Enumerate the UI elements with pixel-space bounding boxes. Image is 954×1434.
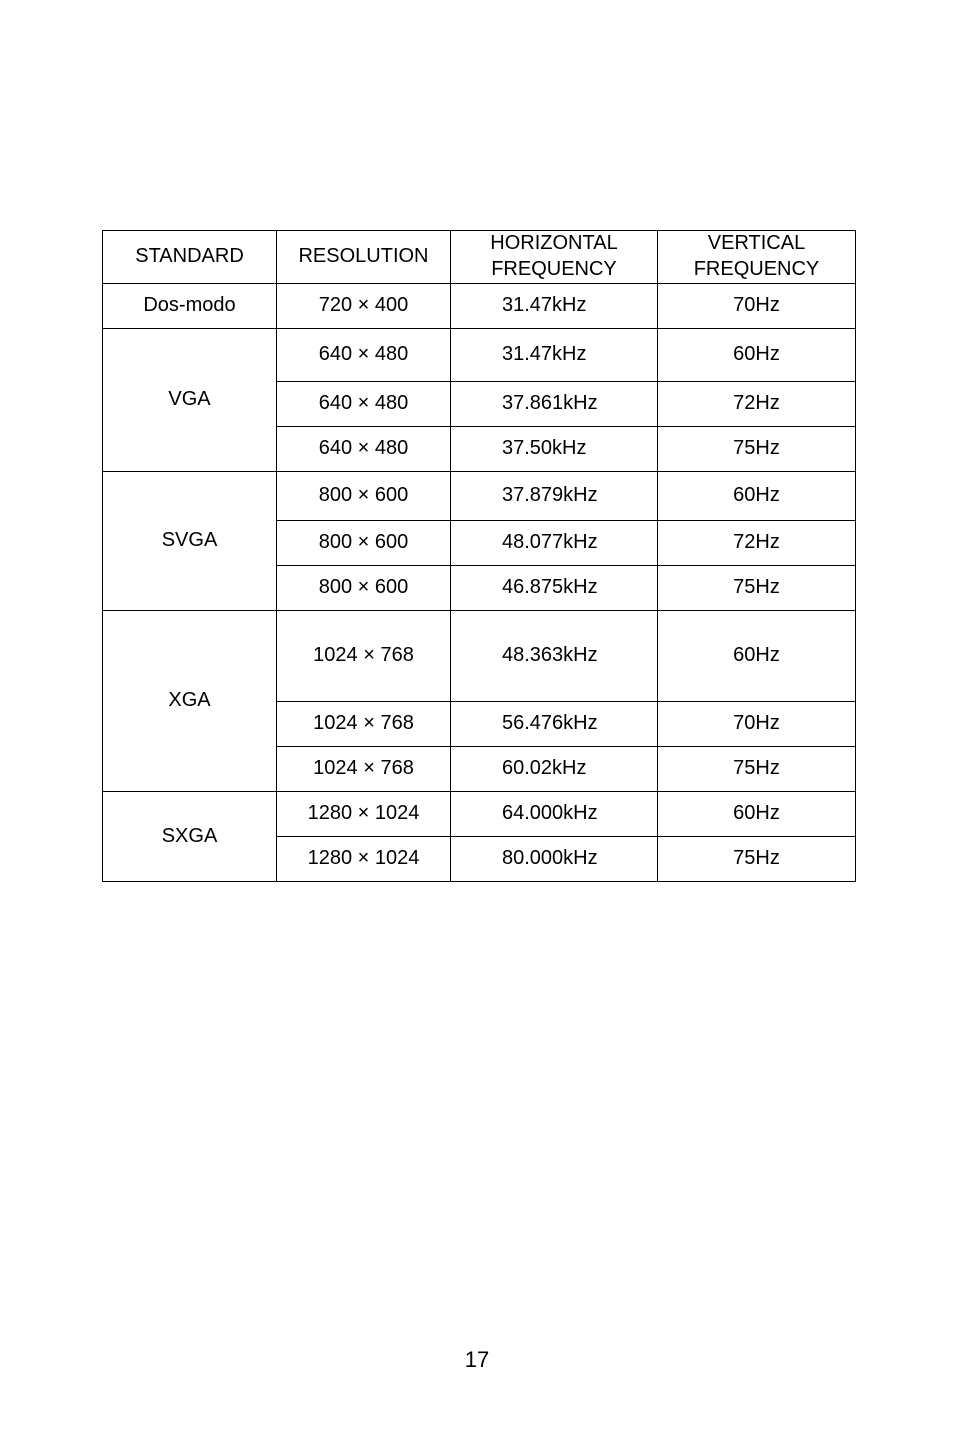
vertical-frequency-cell: 72Hz — [658, 382, 856, 427]
header-standard: STANDARD — [103, 231, 277, 284]
horizontal-frequency-cell: 60.02kHz — [451, 747, 658, 792]
resolution-cell: 720 × 400 — [277, 284, 451, 329]
vertical-frequency-cell: 75Hz — [658, 427, 856, 472]
horizontal-frequency-cell: 64.000kHz — [451, 792, 658, 837]
header-vertical-line2: FREQUENCY — [693, 258, 820, 280]
standard-cell: VGA — [103, 329, 277, 472]
vertical-frequency-cell: 72Hz — [658, 521, 856, 566]
resolution-cell: 640 × 480 — [277, 427, 451, 472]
page-number: 17 — [464, 1347, 490, 1372]
horizontal-frequency-cell: 37.50kHz — [451, 427, 658, 472]
vertical-frequency-cell: 75Hz — [658, 837, 856, 882]
vertical-frequency-cell: 60Hz — [658, 792, 856, 837]
resolution-cell: 1024 × 768 — [277, 747, 451, 792]
horizontal-frequency-cell: 48.077kHz — [451, 521, 658, 566]
standard-cell: SVGA — [103, 472, 277, 611]
horizontal-frequency-cell: 37.879kHz — [451, 472, 658, 521]
vertical-frequency-cell: 70Hz — [658, 702, 856, 747]
resolution-cell: 800 × 600 — [277, 521, 451, 566]
table-header-row — [103, 231, 856, 284]
table-row — [103, 329, 856, 382]
resolution-cell: 1024 × 768 — [277, 702, 451, 747]
horizontal-frequency-cell: 31.47kHz — [451, 329, 658, 382]
vertical-frequency-cell: 75Hz — [658, 566, 856, 611]
vertical-frequency-cell: 60Hz — [658, 611, 856, 702]
table-row — [103, 792, 856, 837]
horizontal-frequency-cell: 46.875kHz — [451, 566, 658, 611]
display-timing-table — [102, 230, 856, 882]
header-horizontal-line2: FREQUENCY — [491, 258, 617, 280]
vertical-frequency-cell: 75Hz — [658, 747, 856, 792]
resolution-cell: 640 × 480 — [277, 382, 451, 427]
header-vertical-frequency — [658, 231, 856, 284]
resolution-cell: 800 × 600 — [277, 472, 451, 521]
horizontal-frequency-cell: 31.47kHz — [451, 284, 658, 329]
vertical-frequency-cell: 60Hz — [658, 329, 856, 382]
header-vertical-line1: VERTICAL — [707, 232, 806, 255]
vertical-frequency-cell: 60Hz — [658, 472, 856, 521]
horizontal-frequency-cell: 48.363kHz — [451, 611, 658, 702]
standard-cell: XGA — [103, 611, 277, 792]
vertical-frequency-cell: 70Hz — [658, 284, 856, 329]
standard-cell: Dos-modo — [103, 284, 277, 329]
resolution-cell: 640 × 480 — [277, 329, 451, 382]
horizontal-frequency-cell: 37.861kHz — [451, 382, 658, 427]
header-horizontal-line1: HORIZONTAL — [490, 232, 618, 255]
standard-cell: SXGA — [103, 792, 277, 882]
table-row — [103, 472, 856, 521]
table-row — [103, 284, 856, 329]
horizontal-frequency-cell: 56.476kHz — [451, 702, 658, 747]
resolution-cell: 1280 × 1024 — [277, 837, 451, 882]
header-resolution: RESOLUTION — [277, 231, 451, 284]
resolution-cell: 1280 × 1024 — [277, 792, 451, 837]
horizontal-frequency-cell: 80.000kHz — [451, 837, 658, 882]
header-horizontal-frequency — [451, 231, 658, 284]
resolution-cell: 800 × 600 — [277, 566, 451, 611]
table-row — [103, 611, 856, 702]
resolution-cell: 1024 × 768 — [277, 611, 451, 702]
